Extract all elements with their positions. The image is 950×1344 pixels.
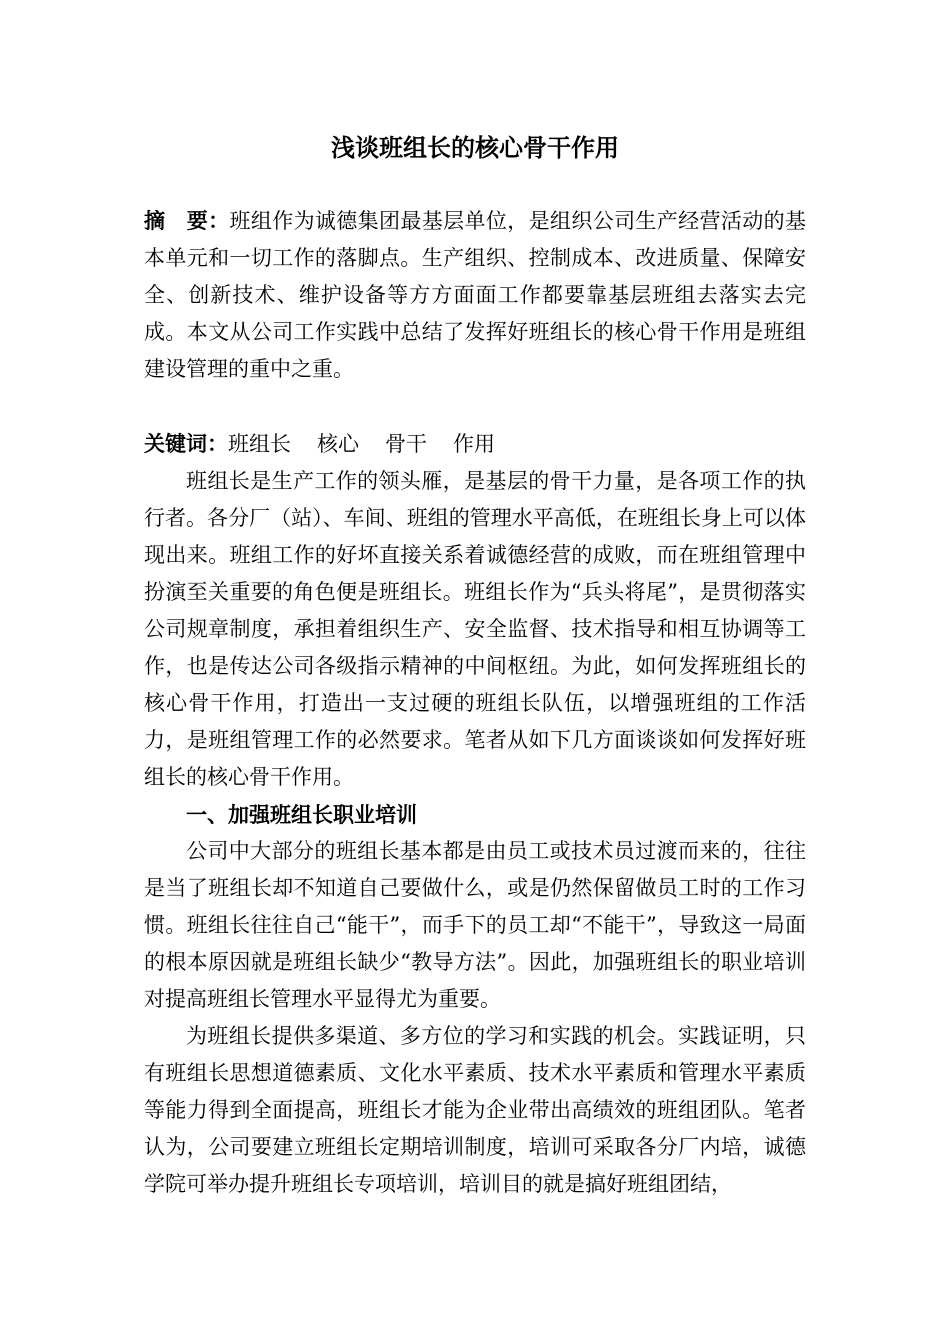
keyword: 班组长: [228, 432, 291, 456]
body-paragraph: 为班组长提供多渠道、多方位的学习和实践的机会。实践证明，只有班组长思想道德素质、文化水平素质、技术水平素质和管理水平素质等能力得到全面提高，班组长才能为企业带出高绩效的班组团队。笔者认为，公司要建立班组长定期培训制度，培训可采取各分厂内培，诚德学院可举办提升班组长专项培训，培训目的就是搞好班组团结，: [144, 1024, 806, 1196]
keyword: 作用: [453, 432, 495, 456]
keyword: 核心: [317, 432, 359, 456]
abstract-label: 摘 要：: [144, 208, 230, 233]
keywords-label: 关键词：: [144, 431, 228, 456]
body-paragraph-intro: 班组长是生产工作的领头雁，是基层的骨干力量，是各项工作的执行者。各分厂（站）、车间、班组的管理水平高低，在班组长身上可以体现出来。班组工作的好坏直接关系着诚德经营的成败，而在班组管理中扮演至关重要的角色便是班组长。班组长作为“兵头将尾”，是贯彻落实公司规章制度，承担着组织生产、安全监督、技术指导和相互协调等工作，也是传达公司各级指示精神的中间枢纽。为此，如何发挥班组长的核心骨干作用，打造出一支过硬的班组长队伍，以增强班组的工作活力，是班组管理工作的必然要求。笔者从如下几方面谈谈如何发挥好班组长的核心骨干作用。: [144, 469, 806, 789]
document-title: 浅谈班组长的核心骨干作用: [331, 133, 619, 162]
section-heading: 一、加强班组长职业培训: [186, 802, 417, 827]
keywords-line: [144, 425, 806, 463]
abstract: [144, 202, 806, 388]
abstract-text: 班组作为诚德集团最基层单位，是组织公司生产经营活动的基本单元和一切工作的落脚点。生产组织、控制成本、改进质量、保障安全、创新技术、维护设备等方方面面工作都要靠基层班组去落实去完成。本文从公司工作实践中总结了发挥好班组长的核心骨干作用是班组建设管理的重中之重。: [144, 209, 806, 381]
keyword: 骨干: [385, 432, 427, 456]
body-paragraph: 公司中大部分的班组长基本都是由员工或技术员过渡而来的，往往是当了班组长却不知道自己要做什么，或是仍然保留做员工时的工作习惯。班组长往往自己“能干”，而手下的员工却“不能干”，导致这一局面的根本原因就是班组长缺少“教导方法”。因此，加强班组长的职业培训对提高班组长管理水平显得尤为重要。: [144, 839, 806, 1011]
